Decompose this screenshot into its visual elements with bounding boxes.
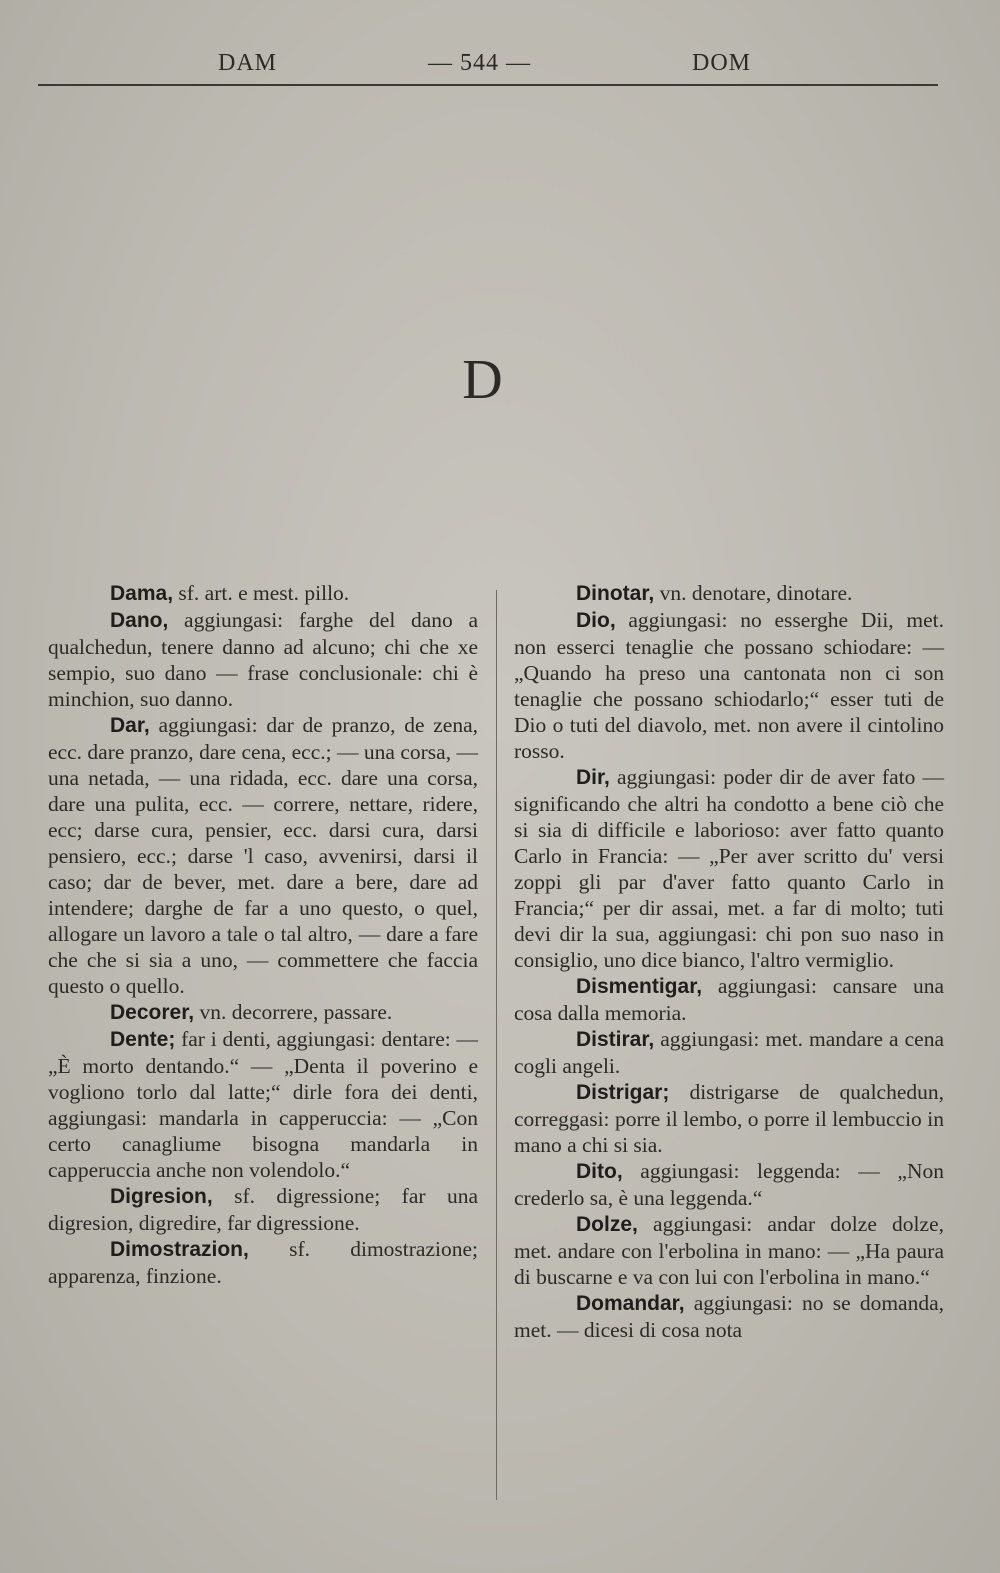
dictionary-entry bbox=[514, 1290, 944, 1343]
dictionary-entry bbox=[514, 580, 944, 607]
entry-definition: aggiungasi: no se domanda, met. — dicesi di cosa nota bbox=[514, 1291, 944, 1342]
dictionary-entry bbox=[514, 1079, 944, 1158]
dictionary-entry bbox=[514, 607, 944, 764]
dictionary-entry bbox=[48, 1183, 478, 1236]
entry-headword: Dimostrazion, bbox=[110, 1238, 249, 1261]
entry-headword: Dama, bbox=[110, 582, 174, 605]
entry-headword: Dano, bbox=[110, 609, 169, 632]
header-rule bbox=[38, 84, 938, 86]
dictionary-entry bbox=[48, 712, 478, 999]
entry-definition: aggiungasi: farghe del dano a qualchedun, tenere danno ad alcuno; chi che xe sempio, suo dano — frase conclusionale: chi è minchion, suo danno. bbox=[48, 608, 478, 711]
entry-headword: Dito, bbox=[576, 1160, 623, 1183]
entry-definition: aggiungasi: leggenda: — „Non crederlo sa, è una leggenda.“ bbox=[514, 1159, 944, 1210]
entry-definition: distrigarse de qualchedun, correggasi: porre il lembo, o porre il lembuccio in mano a chi si sia. bbox=[514, 1080, 944, 1157]
dictionary-entry bbox=[48, 999, 478, 1026]
entry-definition: sf. digressione; far una digresion, digredire, far digressione. bbox=[48, 1184, 478, 1235]
entry-definition: sf. dimostrazione; apparenza, finzione. bbox=[48, 1237, 478, 1288]
page-number: — 544 — bbox=[428, 50, 531, 76]
entry-headword: Distirar, bbox=[576, 1028, 655, 1051]
dictionary-entry bbox=[514, 1158, 944, 1211]
entry-headword: Dente; bbox=[110, 1028, 176, 1051]
entry-definition: vn. decorrere, passare. bbox=[194, 1000, 393, 1024]
entry-definition: aggiungasi: andar dolze dolze, met. andare con l'erbolina in mano: — „Ha paura di buscarne e va con lui con l'erbolina in mano.“ bbox=[514, 1212, 944, 1289]
entry-definition: far i denti, aggiungasi: dentare: — „È morto dentando.“ — „Denta il poverino e vogliono torlo dal latte;“ dirle fora dei denti, aggiungasi: mandarla in capperuccia: — „Con certo canagliume bisogna mandarla in capperuccia anche non volendolo.“ bbox=[48, 1027, 478, 1182]
entry-headword: Dinotar, bbox=[576, 582, 655, 605]
dictionary-entry bbox=[514, 1026, 944, 1079]
right-column bbox=[514, 580, 944, 1343]
header-left-guideword: DAM bbox=[218, 50, 278, 76]
entry-definition: aggiungasi: no esserghe Dii, met. non esserci tenaglie che possano schiodare: — „Quando ha preso una cantonata non ci son tenaglie che possano schiodarlo;“ esser tuti de Dio o tuti del diavolo, met. non avere il cintolino rosso. bbox=[514, 608, 944, 763]
entry-headword: Distrigar; bbox=[576, 1081, 670, 1104]
entry-headword: Dar, bbox=[110, 714, 150, 737]
dictionary-entry bbox=[48, 1026, 478, 1183]
entry-headword: Decorer, bbox=[110, 1001, 195, 1024]
entry-headword: Dio, bbox=[576, 609, 616, 632]
dictionary-entry bbox=[48, 580, 478, 607]
header-right-guideword: DOM bbox=[692, 50, 752, 76]
entry-headword: Dolze, bbox=[576, 1213, 638, 1236]
dictionary-entry bbox=[514, 764, 944, 973]
entry-headword: Dir, bbox=[576, 766, 610, 789]
entry-definition: aggiungasi: cansare una cosa dalla memoria. bbox=[514, 974, 944, 1025]
running-head bbox=[40, 50, 940, 82]
left-column bbox=[48, 580, 478, 1289]
entry-definition: aggiungasi: met. mandare a cena cogli angeli. bbox=[514, 1027, 944, 1078]
entry-headword: Dismentigar, bbox=[576, 975, 703, 998]
dictionary-entry bbox=[514, 973, 944, 1026]
column-divider bbox=[496, 590, 497, 1500]
entry-headword: Domandar, bbox=[576, 1292, 685, 1315]
entry-definition: sf. art. e mest. pillo. bbox=[173, 581, 350, 605]
dictionary-entry bbox=[48, 607, 478, 712]
section-letter: D bbox=[462, 349, 503, 411]
entry-headword: Digresion, bbox=[110, 1185, 213, 1208]
entry-definition: vn. denotare, dinotare. bbox=[654, 581, 853, 605]
dictionary-entry bbox=[48, 1236, 478, 1289]
entry-definition: aggiungasi: poder dir de aver fato — significando che altri ha condotto a bene ciò che si sia di difficile e laborioso: aver fatto quanto Carlo in Francia: — „Per aver scritto du' versi zoppi gli par d'aver fatto quanto Carlo in Francia;“ per dir assai, met. a far di molto; tuti devi dir la sua, aggiungasi: chi pon suo naso in consiglio, uno dice bianco, l'altro vermiglio. bbox=[514, 765, 944, 972]
entry-definition: aggiungasi: dar de pranzo, de zena, ecc. dare pranzo, dare cena, ecc.; — una corsa, — una netada, — una ridada, ecc. dare una corsa, dare una pulita, ecc. — correre, nettare, ridere, ecc; darse cura, pensier, ecc. darsi cura, darsi pensiero, ecc.; darse 'l caso, avvenirsi, darsi il caso; dar de bever, met. dare a bere, dare ad intendere; darghe de far a uno questo, o quel, allogare un lavoro a tale o tal altro, — dare a fare che che si sia a uno, — commettere che faccia questo o quello. bbox=[48, 713, 478, 998]
dictionary-entry bbox=[514, 1211, 944, 1290]
